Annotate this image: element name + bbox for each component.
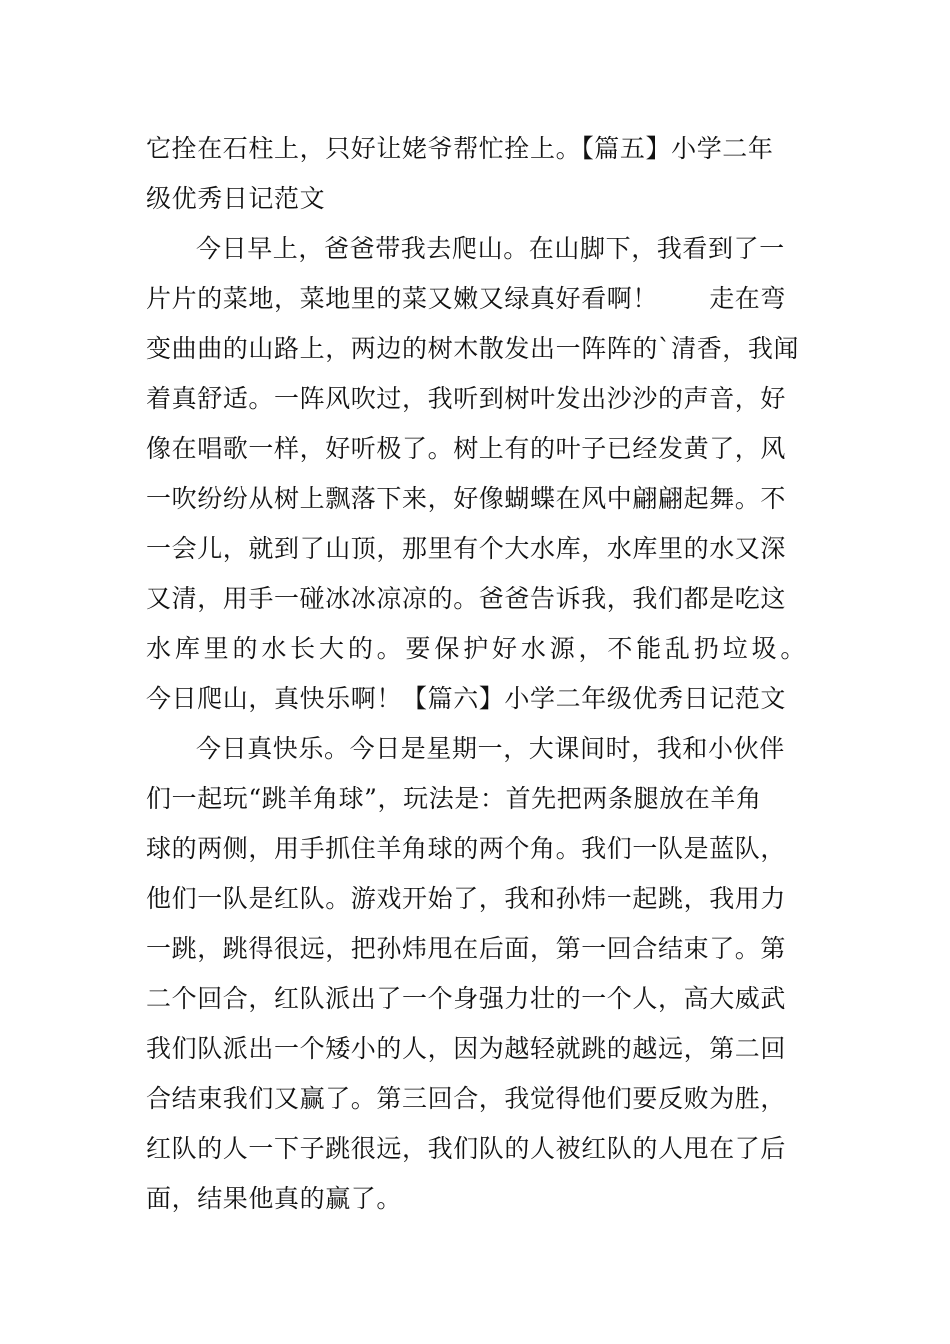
text-line: 他们一队是红队。游戏开始了，我和孙炜一起跳，我用力 [146, 884, 787, 913]
text-line: 它拴在石柱上，只好让姥爷帮忙拴上。【篇五】小学二年 [146, 134, 774, 163]
paragraph-first-line: 今日早上，爸爸带我去爬山。在山脚下，我看到了一 [196, 234, 785, 263]
text-line: 着真舒适。一阵风吹过，我听到树叶发出沙沙的声音，好 [146, 384, 787, 413]
text-line: 合结束我们又赢了。第三回合，我觉得他们要反败为胜， [146, 1084, 787, 1113]
text-line: 像在唱歌一样，好听极了。树上有的叶子已经发黄了，风 [146, 434, 787, 463]
text-line: 级优秀日记范文 [146, 184, 326, 213]
text-line: 球的两侧，用手抓住羊角球的两个角。我们一队是蓝队， [146, 834, 787, 863]
text-line: 红队的人一下子跳很远，我们队的人被红队的人甩在了后 [146, 1134, 787, 1163]
text-line: 我们队派出一个矮小的人，因为越轻就跳的越远，第二回 [146, 1034, 787, 1063]
text-line: 片片的菜地，菜地里的菜又嫩又绿真好看啊！ 走在弯 [146, 284, 787, 313]
text-line: 又清，用手一碰冰冰凉凉的。爸爸告诉我，我们都是吃这 [146, 584, 787, 613]
text-line: 二个回合，红队派出了一个身强力壮的一个人，高大威武 [146, 984, 787, 1013]
text-line: 们一起玩“跳羊角球”，玩法是：首先把两条腿放在羊角 [146, 784, 762, 813]
text-line: 一会儿，就到了山顶，那里有个大水库，水库里的水又深 [146, 534, 787, 563]
text-line: 一吹纷纷从树上飘落下来，好像蝴蝶在风中翩翩起舞。不 [146, 484, 787, 513]
text-line: 一跳，跳得很远，把孙炜甩在后面，第一回合结束了。第 [146, 934, 787, 963]
text-line: 面，结果他真的赢了。 [146, 1184, 403, 1213]
text-line: 今日爬山，真快乐啊！【篇六】小学二年级优秀日记范文 [146, 684, 787, 713]
text-line: 变曲曲的山路上，两边的树木散发出一阵阵的`清香，我闻 [146, 334, 800, 363]
paragraph-first-line: 今日真快乐。今日是星期一，大课间时，我和小伙伴 [196, 734, 785, 763]
text-line: 水库里的水长大的。要保护好水源，不能乱扔垃圾。 [146, 634, 806, 663]
